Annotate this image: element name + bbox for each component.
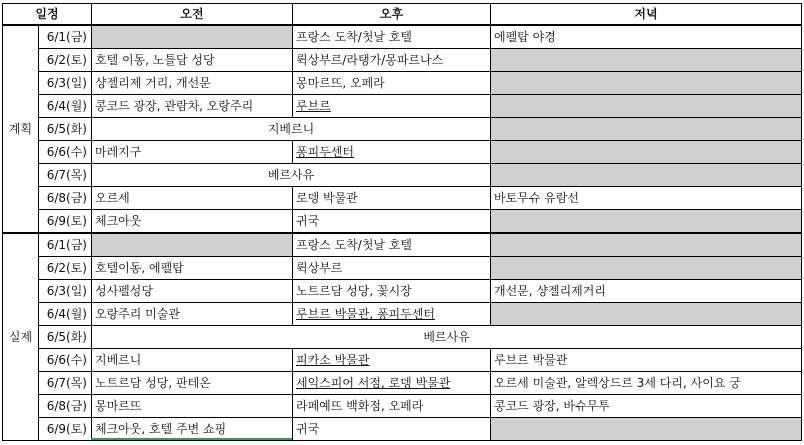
table-row bbox=[3, 187, 802, 210]
afternoon-cell[interactable]: 로뎅 박물관 bbox=[293, 187, 491, 210]
afternoon-cell[interactable]: 피카소 박물관 bbox=[293, 349, 491, 372]
evening-cell[interactable] bbox=[491, 303, 802, 326]
morning-cell[interactable]: 노트르담 성당, 판테온 bbox=[92, 372, 293, 395]
table-row bbox=[3, 326, 802, 349]
evening-cell[interactable] bbox=[491, 164, 802, 187]
evening-cell[interactable] bbox=[491, 210, 802, 234]
actual-group-label[interactable]: 실제 bbox=[3, 233, 39, 441]
date-cell[interactable]: 6/8(금) bbox=[39, 187, 92, 210]
morning-cell[interactable]: 체크아웃 bbox=[92, 210, 293, 234]
evening-cell[interactable] bbox=[491, 72, 802, 95]
morning-cell[interactable]: 마레지구 bbox=[92, 141, 293, 164]
header-morning[interactable]: 오전 bbox=[92, 4, 293, 26]
morning-cell[interactable] bbox=[92, 25, 293, 49]
date-cell[interactable]: 6/4(월) bbox=[39, 95, 92, 118]
morning-cell[interactable]: 콩코드 광장, 관람차, 오랑주리 bbox=[92, 95, 293, 118]
merged-day-cell[interactable]: 베르사유 bbox=[92, 164, 491, 187]
merged-day-cell[interactable]: 지베르니 bbox=[92, 118, 491, 141]
afternoon-cell[interactable]: 프랑스 도착/첫날 호텔 bbox=[293, 25, 491, 49]
morning-cell[interactable]: 오랑주리 미술관 bbox=[92, 303, 293, 326]
table-row bbox=[3, 25, 802, 49]
date-cell[interactable]: 6/2(토) bbox=[39, 49, 92, 72]
table-row bbox=[3, 141, 802, 164]
afternoon-cell[interactable]: 퐁피두센터 bbox=[293, 141, 491, 164]
afternoon-cell[interactable]: 프랑스 도착/첫날 호텔 bbox=[293, 233, 491, 257]
morning-cell[interactable]: 오르세 bbox=[92, 187, 293, 210]
morning-cell[interactable]: 성사펠성당 bbox=[92, 280, 293, 303]
plan-group-label[interactable]: 계획 bbox=[3, 25, 39, 233]
afternoon-cell[interactable]: 루브르 bbox=[293, 95, 491, 118]
evening-cell[interactable] bbox=[491, 49, 802, 72]
afternoon-cell[interactable]: 노트르담 성당, 꽃시장 bbox=[293, 280, 491, 303]
morning-cell[interactable]: 체크아웃, 호텔 주변 쇼핑 bbox=[92, 418, 293, 441]
evening-cell[interactable] bbox=[491, 257, 802, 280]
evening-cell[interactable]: 바토무슈 유람선 bbox=[491, 187, 802, 210]
evening-cell[interactable]: 에펠탑 야경 bbox=[491, 25, 802, 49]
evening-cell[interactable]: 콩코드 광장, 바슈무투 bbox=[491, 395, 802, 418]
table-row bbox=[3, 349, 802, 372]
date-cell[interactable]: 6/9(토) bbox=[39, 418, 92, 441]
afternoon-cell[interactable]: 귀국 bbox=[293, 210, 491, 234]
table-row bbox=[3, 164, 802, 187]
date-cell[interactable]: 6/7(목) bbox=[39, 164, 92, 187]
header-row bbox=[3, 4, 802, 26]
morning-cell[interactable]: 지베르니 bbox=[92, 349, 293, 372]
date-cell[interactable]: 6/3(일) bbox=[39, 72, 92, 95]
evening-cell[interactable]: 루브르 박물관 bbox=[491, 349, 802, 372]
date-cell[interactable]: 6/7(목) bbox=[39, 372, 92, 395]
evening-cell[interactable] bbox=[491, 118, 802, 141]
date-cell[interactable]: 6/4(월) bbox=[39, 303, 92, 326]
table-row bbox=[3, 210, 802, 234]
itinerary-table bbox=[2, 3, 802, 441]
cell-selection-indicator bbox=[91, 438, 292, 440]
morning-cell[interactable]: 호텔이동, 에펠탑 bbox=[92, 257, 293, 280]
evening-cell[interactable]: 오르세 미술관, 알렉상드르 3세 다리, 사이요 궁 bbox=[491, 372, 802, 395]
table-row bbox=[3, 118, 802, 141]
header-schedule[interactable]: 일정 bbox=[3, 4, 92, 26]
date-cell[interactable]: 6/1(금) bbox=[39, 25, 92, 49]
evening-cell[interactable] bbox=[491, 233, 802, 257]
morning-cell[interactable]: 호텔 이동, 노틀담 성당 bbox=[92, 49, 293, 72]
header-evening[interactable]: 저녁 bbox=[491, 4, 802, 26]
date-cell[interactable]: 6/6(수) bbox=[39, 141, 92, 164]
afternoon-cell[interactable]: 귀국 bbox=[293, 418, 491, 441]
table-row bbox=[3, 280, 802, 303]
merged-day-cell[interactable]: 베르사유 bbox=[92, 326, 802, 349]
afternoon-cell[interactable]: 뤽상부르 bbox=[293, 257, 491, 280]
afternoon-cell[interactable]: 뤽상부르/라탱가/몽파르나스 bbox=[293, 49, 491, 72]
date-cell[interactable]: 6/6(수) bbox=[39, 349, 92, 372]
date-cell[interactable]: 6/5(화) bbox=[39, 326, 92, 349]
table-row bbox=[3, 95, 802, 118]
afternoon-cell[interactable]: 몽마르뜨, 오페라 bbox=[293, 72, 491, 95]
table-row bbox=[3, 49, 802, 72]
header-afternoon[interactable]: 오후 bbox=[293, 4, 491, 26]
table-row bbox=[3, 72, 802, 95]
morning-cell[interactable]: 몽마르뜨 bbox=[92, 395, 293, 418]
evening-cell[interactable] bbox=[491, 141, 802, 164]
table-row bbox=[3, 257, 802, 280]
date-cell[interactable]: 6/3(일) bbox=[39, 280, 92, 303]
morning-cell[interactable] bbox=[92, 233, 293, 257]
afternoon-cell[interactable]: 라페예뜨 백화점, 오페라 bbox=[293, 395, 491, 418]
table-row bbox=[3, 372, 802, 395]
table-row bbox=[3, 233, 802, 257]
date-cell[interactable]: 6/1(금) bbox=[39, 233, 92, 257]
date-cell[interactable]: 6/5(화) bbox=[39, 118, 92, 141]
table-row bbox=[3, 303, 802, 326]
evening-cell[interactable] bbox=[491, 418, 802, 441]
afternoon-cell[interactable]: 세익스피어 서점, 로뎅 박물관 bbox=[293, 372, 491, 395]
evening-cell[interactable]: 개선문, 샹젤리제거리 bbox=[491, 280, 802, 303]
evening-cell[interactable] bbox=[491, 95, 802, 118]
date-cell[interactable]: 6/8(금) bbox=[39, 395, 92, 418]
afternoon-cell[interactable]: 루브르 박물관, 퐁피두센터 bbox=[293, 303, 491, 326]
morning-cell[interactable]: 샹젤리제 거리, 개선문 bbox=[92, 72, 293, 95]
date-cell[interactable]: 6/9(토) bbox=[39, 210, 92, 234]
table-row bbox=[3, 395, 802, 418]
date-cell[interactable]: 6/2(토) bbox=[39, 257, 92, 280]
